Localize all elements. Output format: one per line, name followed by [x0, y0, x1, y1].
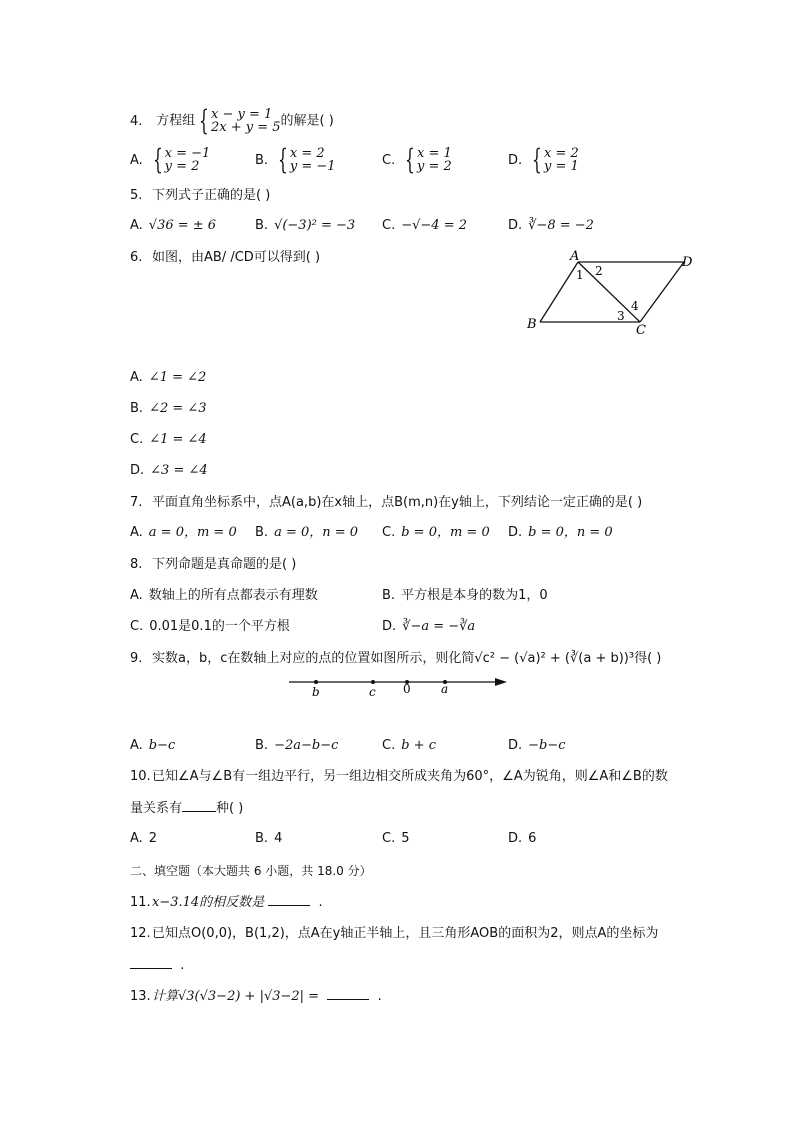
question-number: 10. [130, 769, 151, 784]
q11-tail: . [318, 895, 323, 910]
vertex-label-b: B [527, 317, 537, 332]
option-label: D. [382, 619, 397, 634]
option-text: ∛−8 = −2 [528, 218, 594, 233]
q11-stem [130, 893, 323, 912]
option-label: A. [130, 525, 143, 540]
option-label: A. [130, 738, 143, 753]
option-text: −2a−b−c [274, 738, 339, 753]
q8-stem-text: 下列命题是真命题的是( ) [152, 557, 297, 572]
q10-stem-text: 已知∠A与∠B有一组边平行，另一组边相交所成夹角为60°，∠A为锐角，则∠A和∠B的数 [152, 769, 668, 784]
q7-option-a[interactable] [130, 524, 237, 542]
segment-cd [640, 262, 684, 322]
option-text: ∛−a = −∛a [402, 619, 476, 634]
option-text: a = 0，m = 0 [148, 525, 237, 540]
option-row-1: x = 2 [289, 146, 325, 161]
q4-stem-pre: 方程组 [156, 113, 196, 129]
sys-row-2: 2x + y = 5 [210, 120, 281, 135]
angle-label-2: 2 [595, 264, 603, 278]
option-row-1: x = 1 [417, 146, 452, 161]
option-label: C. [382, 525, 396, 540]
q13-stem [130, 987, 382, 1006]
option-row-1: x = −1 [164, 146, 211, 161]
number-line-figure [285, 672, 515, 700]
option-label: C. [382, 152, 396, 168]
axis-label-b: b [312, 685, 320, 699]
option-label: C. [382, 831, 396, 846]
q10-option-c[interactable] [382, 830, 410, 848]
option-text: 5 [401, 831, 410, 846]
point-b [314, 680, 318, 684]
option-label: A. [130, 370, 143, 385]
option-text: a = 0，n = 0 [274, 525, 359, 540]
angle-label-1: 1 [576, 268, 584, 282]
option-row-2: y = 1 [543, 159, 579, 174]
q8-stem [130, 556, 296, 574]
q6-option-a[interactable] [130, 369, 206, 387]
q9-option-b[interactable] [255, 737, 338, 755]
brace-icon: { [278, 143, 288, 176]
q10-stem-post: 种( ) [216, 801, 244, 816]
q12-stem [130, 925, 658, 943]
option-text: 6 [528, 831, 537, 846]
option-label: A. [130, 831, 143, 846]
option-label: C. [382, 218, 396, 233]
question-number: 6. [130, 250, 143, 265]
q13-stem-text: 计算√3(√3−2) + |√3−2| = [152, 989, 320, 1004]
arrow-icon [495, 678, 507, 686]
q8-option-d[interactable] [382, 618, 475, 636]
q10-option-a[interactable] [130, 830, 157, 848]
option-text: b = 0，m = 0 [401, 525, 490, 540]
option-label: D. [508, 738, 523, 753]
angle-label-4: 4 [631, 299, 639, 313]
option-label: B. [255, 738, 269, 753]
brace-icon: { [405, 143, 416, 176]
option-label: B. [130, 401, 144, 416]
option-text: 2 [148, 831, 158, 846]
option-text: 4 [274, 831, 283, 846]
option-label: C. [130, 619, 144, 634]
option-text: −b−c [528, 738, 566, 753]
option-text: 数轴上的所有点都表示有理数 [148, 588, 318, 603]
q4-option-a[interactable] [130, 143, 211, 176]
q9-stem [130, 650, 661, 668]
q8-option-c[interactable] [130, 618, 290, 636]
q4-option-c[interactable] [382, 143, 452, 176]
q11-stem-text: x−3.14的相反数是 [152, 895, 265, 910]
q6-option-b[interactable] [130, 400, 207, 418]
question-number: 8. [130, 557, 143, 572]
q10-stem-line1 [130, 768, 668, 786]
option-row-2: y = 2 [164, 159, 200, 174]
answer-blank[interactable] [130, 956, 172, 969]
q5-option-c[interactable] [382, 217, 467, 235]
segment-ac [578, 262, 640, 322]
axis-label-c: c [369, 685, 376, 699]
q6-stem [130, 249, 320, 267]
brace-icon: { [199, 104, 209, 137]
option-text: ∠1 = ∠4 [149, 432, 207, 447]
option-label: D. [130, 463, 145, 478]
angle-label-3: 3 [617, 309, 625, 323]
q5-stem-text: 下列式子正确的是( ) [152, 188, 271, 203]
option-label: C. [130, 432, 144, 447]
equation-system [195, 104, 281, 137]
option-label: B. [382, 588, 396, 603]
section-title: 二、填空题（本大题共 6 小题，共 18.0 分） [130, 864, 372, 878]
q7-stem [130, 494, 642, 512]
option-text: −√−4 = 2 [401, 218, 467, 233]
option-text: ∠3 = ∠4 [150, 463, 208, 478]
answer-blank[interactable] [268, 893, 310, 906]
q8-option-a[interactable] [130, 587, 318, 605]
brace-icon: { [532, 143, 542, 176]
q4-stem-post: 的解是( ) [280, 113, 334, 129]
option-label: A. [130, 588, 143, 603]
q9-stem-text: 实数a，b，c在数轴上对应的点的位置如图所示，则化简√c² − (√a)² + (∛(a + b))³得( ) [152, 651, 662, 666]
question-number: 5. [130, 188, 143, 203]
vertex-label-d: D [682, 255, 693, 270]
option-text: √(−3)² = −3 [274, 218, 356, 233]
option-label: D. [508, 525, 523, 540]
option-label: B. [255, 831, 269, 846]
option-row-2: y = −1 [289, 159, 336, 174]
option-text: b + c [401, 738, 436, 753]
option-label: D. [508, 831, 523, 846]
question-number: 13. [130, 989, 151, 1004]
q10-stem-line2 [130, 799, 243, 818]
answer-blank[interactable] [327, 987, 369, 1000]
q5-option-d[interactable] [508, 217, 594, 235]
q12-tail: . [180, 958, 185, 973]
q12-stem-text: 已知点O(0,0)，B(1,2)，点A在y轴正半轴上，且三角形AOB的面积为2，则点A的坐标为 [152, 926, 659, 941]
q13-tail: . [377, 989, 382, 1004]
option-text: b−c [148, 738, 176, 753]
parallelogram-figure [522, 248, 702, 338]
q5-stem [130, 187, 270, 205]
q10-option-b[interactable] [255, 830, 282, 848]
question-number: 4. [130, 113, 143, 129]
q9-option-a[interactable] [130, 737, 175, 755]
option-label: A. [130, 152, 143, 168]
option-text: ∠1 = ∠2 [148, 370, 207, 385]
q7-option-d[interactable] [508, 524, 613, 542]
q9-option-d[interactable] [508, 737, 566, 755]
option-row-1: x = 2 [543, 146, 579, 161]
q4-stem [130, 104, 334, 137]
vertex-label-c: C [636, 323, 646, 338]
q7-option-b[interactable] [255, 524, 358, 542]
answer-blank[interactable] [182, 799, 216, 812]
option-label: B. [255, 525, 269, 540]
segment-ab [540, 262, 578, 322]
option-label: A. [130, 218, 143, 233]
q12-answer-line [130, 956, 184, 975]
q4-option-d[interactable] [508, 143, 579, 176]
q6-option-d[interactable] [130, 462, 208, 480]
option-text: b = 0，n = 0 [528, 525, 613, 540]
option-text: 平方根是本身的数为1，0 [401, 588, 548, 603]
option-label: B. [255, 218, 269, 233]
question-number: 9. [130, 651, 143, 666]
point-c [371, 680, 375, 684]
q7-stem-text: 平面直角坐标系中，点A(a,b)在x轴上，点B(m,n)在y轴上，下列结论一定正确的是( ) [152, 495, 643, 510]
q5-option-a[interactable] [130, 217, 216, 235]
sys-row-1: x − y = 1 [210, 107, 273, 122]
q8-option-b[interactable] [382, 587, 548, 605]
question-number: 7. [130, 495, 143, 510]
option-text: ∠2 = ∠3 [149, 401, 207, 416]
q4-option-b[interactable] [255, 143, 336, 176]
q10-option-d[interactable] [508, 830, 536, 848]
option-label: D. [508, 218, 523, 233]
q7-option-c[interactable] [382, 524, 490, 542]
brace-icon: { [152, 143, 163, 176]
axis-label-zero: 0 [403, 682, 411, 696]
question-number: 11. [130, 895, 151, 910]
option-text: 0.01是0.1的一个平方根 [149, 619, 290, 634]
axis-label-a: a [441, 682, 449, 696]
q5-option-b[interactable] [255, 217, 355, 235]
q9-option-c[interactable] [382, 737, 436, 755]
option-text: √36 = ± 6 [148, 218, 217, 233]
option-label: B. [255, 152, 269, 168]
option-label: D. [508, 152, 523, 168]
q10-stem-pre: 量关系有 [130, 801, 183, 816]
question-number: 12. [130, 926, 151, 941]
q6-option-c[interactable] [130, 431, 207, 449]
q6-stem-text: 如图，由AB/ /CD可以得到( ) [152, 250, 321, 265]
option-label: C. [382, 738, 396, 753]
option-row-2: y = 2 [417, 159, 452, 174]
vertex-label-a: A [570, 249, 580, 264]
